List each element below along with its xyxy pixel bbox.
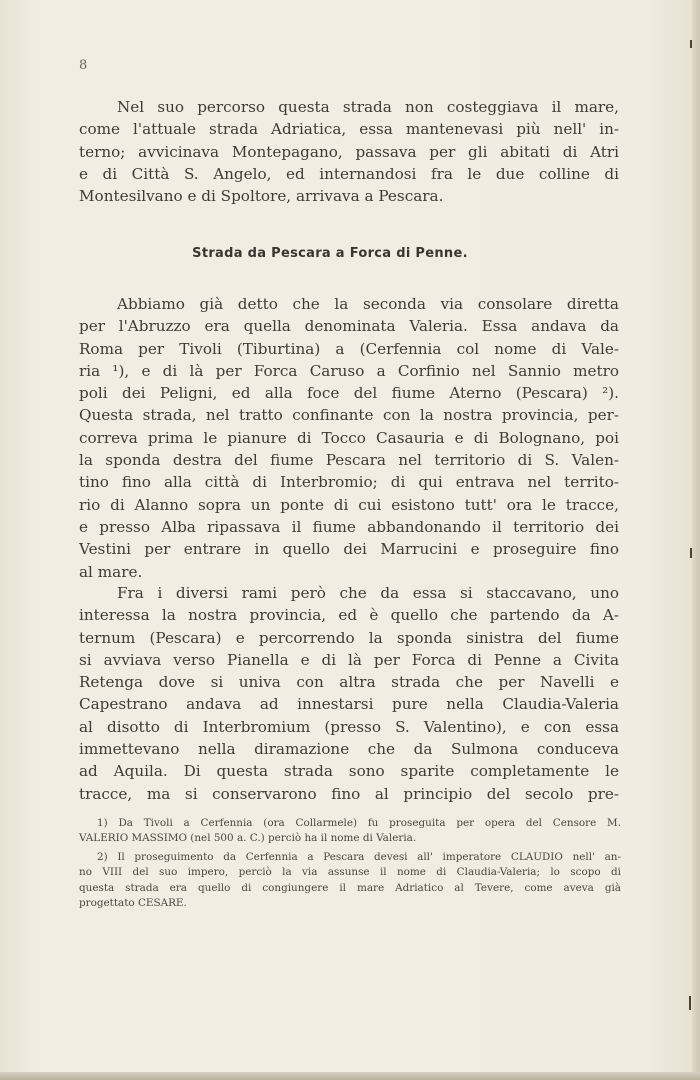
text-line: Montesilvano e di Spoltore, arrivava a Pescara.	[79, 187, 444, 206]
page-number: 8	[79, 58, 88, 73]
footnote-line: progettato CESARE.	[79, 897, 187, 910]
footnote-line: 2) Il proseguimento da Cerfennia a Pescara devesi all' imperatore CLAUDIO nell' an-	[97, 850, 621, 863]
text-line: tracce, ma si conservarono fino al principio del secolo pre-	[79, 784, 619, 803]
margin-mark	[689, 996, 691, 1010]
footnote-line: questa strada era quello di congiungere il mare Adriatico al Tevere, come aveva già	[79, 881, 621, 894]
footnote-2	[79, 850, 621, 912]
text-line: poli dei Peligni, ed alla foce del fiume Aterno (Pescara) ²).	[79, 384, 619, 403]
text-line: Nel suo percorso questa strada non costeggiava il mare,	[117, 98, 619, 116]
text-line: per l'Abruzzo era quella denominata Valeria. Essa andava da	[79, 317, 619, 336]
text-line: al disotto di Interbromium (presso S. Valentino), e con essa	[79, 717, 619, 736]
text-line: Vestini per entrare in quello dei Marrucini e proseguire fino	[79, 540, 619, 559]
paragraph-1	[79, 96, 619, 207]
paragraph-3	[79, 582, 619, 805]
page-edge-right	[692, 0, 700, 1080]
section-heading: Strada da Pescara a Forca di Penne.	[192, 246, 468, 261]
footnote-line: no VIII del suo impero, perciò la via assunse il nome di Claudia-Valeria; lo scopo di	[79, 866, 621, 879]
text-line: Roma per Tivoli (Tiburtina) a (Cerfennia col nome di Vale-	[79, 339, 619, 358]
paragraph-2	[79, 293, 619, 583]
text-line: e presso Alba ripassava il fiume abbandonando il territorio dei	[79, 517, 619, 536]
footnote-line: VALERIO MASSIMO (nel 500 a. C.) perciò ha il nome di Valeria.	[79, 832, 417, 845]
text-line: ternum (Pescara) e percorrendo la sponda sinistra del fiume	[79, 628, 619, 647]
text-line: correva prima le pianure di Tocco Casauria e di Bolognano, poi	[79, 428, 619, 447]
text-line: immettevano nella diramazione che da Sulmona conduceva	[79, 740, 619, 759]
text-line: Fra i diversi rami però che da essa si staccavano, uno	[117, 584, 619, 602]
text-line: si avviava verso Pianella e di là per Forca di Penne a Civita	[79, 650, 619, 669]
footnotes	[79, 816, 621, 914]
footnote-1	[79, 816, 621, 847]
text-line: Retenga dove si univa con altra strada che per Navelli e	[79, 673, 619, 692]
text-line: interessa la nostra provincia, ed è quello che partendo da A-	[79, 606, 619, 625]
text-line: la sponda destra del fiume Pescara nel territorio di S. Valen-	[79, 451, 619, 470]
text-line: come l'attuale strada Adriatica, essa mantenevasi più nell' in-	[79, 120, 619, 139]
text-line: Abbiamo già detto che la seconda via consolare diretta	[117, 295, 619, 313]
text-line: tino fino alla città di Interbromio; di qui entrava nel territo-	[79, 473, 619, 492]
text-line: al mare.	[79, 562, 143, 581]
text-line: terno; avvicinava Montepagano, passava per gli abitati di Atri	[79, 142, 619, 161]
text-line: ria ¹), e di là per Forca Caruso a Corfinio nel Sannio metro	[79, 361, 619, 380]
text-line: Capestrano andava ad innestarsi pure nella Claudia-Valeria	[79, 695, 619, 714]
text-line: ad Aquila. Di questa strada sono sparite completamente le	[79, 762, 619, 781]
text-line: e di Città S. Angelo, ed internandosi fra le due colline di	[79, 164, 619, 183]
text-line: Questa strada, nel tratto confinante con la nostra provincia, per-	[79, 406, 619, 425]
page-edge-bottom	[0, 1072, 700, 1080]
text-line: rio di Alanno sopra un ponte di cui esistono tutt' ora le tracce,	[79, 495, 619, 514]
footnote-line: 1) Da Tivoli a Cerfennia (ora Collarmele) fu proseguita per opera del Censore M.	[97, 817, 621, 829]
